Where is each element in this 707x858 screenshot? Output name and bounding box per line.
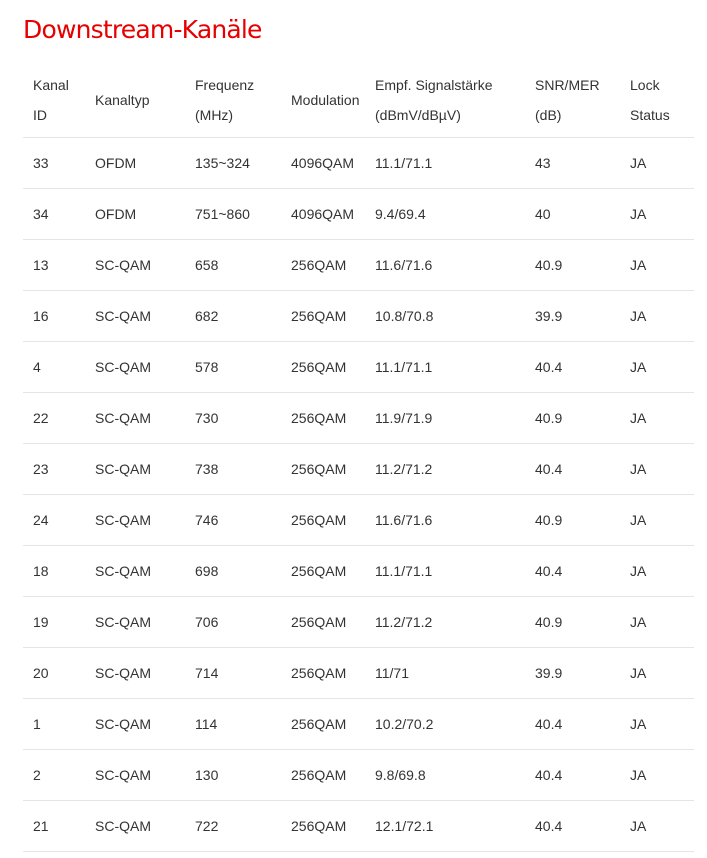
cell-signal-strength: 11/71 (365, 648, 525, 699)
cell-modulation: 256QAM (281, 342, 365, 393)
cell-snr-mer: 40.4 (525, 546, 620, 597)
cell-channel-id: 22 (23, 393, 85, 444)
cell-signal-strength: 11.1/71.1 (365, 138, 525, 189)
cell-channel-id: 13 (23, 240, 85, 291)
downstream-channels-table (23, 62, 694, 852)
cell-lock-status: JA (620, 393, 694, 444)
cell-snr-mer: 40.9 (525, 597, 620, 648)
table-row (23, 546, 694, 597)
table-row (23, 597, 694, 648)
table-row (23, 189, 694, 240)
table-row (23, 648, 694, 699)
page-title: Downstream-Kanäle (23, 15, 262, 44)
cell-channel-type: SC-QAM (85, 546, 185, 597)
cell-channel-type: SC-QAM (85, 393, 185, 444)
cell-channel-type: OFDM (85, 138, 185, 189)
table-row (23, 801, 694, 852)
table-header (23, 62, 694, 138)
column-header-line: Kanaltyp (95, 91, 150, 108)
cell-lock-status: JA (620, 699, 694, 750)
cell-channel-id: 16 (23, 291, 85, 342)
cell-snr-mer: 40.9 (525, 393, 620, 444)
cell-channel-type: SC-QAM (85, 801, 185, 852)
cell-frequency: 682 (185, 291, 281, 342)
cell-channel-type: SC-QAM (85, 444, 185, 495)
cell-lock-status: JA (620, 750, 694, 801)
cell-signal-strength: 11.6/71.6 (365, 495, 525, 546)
cell-frequency: 658 (185, 240, 281, 291)
column-header-line: (dBmV/dBµV) (375, 106, 461, 123)
column-header-line: Lock (630, 76, 660, 93)
cell-channel-type: SC-QAM (85, 240, 185, 291)
cell-signal-strength: 11.1/71.1 (365, 342, 525, 393)
cell-snr-mer: 43 (525, 138, 620, 189)
table-row (23, 699, 694, 750)
cell-frequency: 578 (185, 342, 281, 393)
cell-snr-mer: 40.4 (525, 444, 620, 495)
cell-channel-id: 33 (23, 138, 85, 189)
cell-lock-status: JA (620, 597, 694, 648)
cell-frequency: 706 (185, 597, 281, 648)
cell-channel-id: 4 (23, 342, 85, 393)
cell-snr-mer: 40.4 (525, 801, 620, 852)
table-body (23, 138, 694, 852)
cell-lock-status: JA (620, 648, 694, 699)
cell-channel-id: 2 (23, 750, 85, 801)
cell-channel-id: 18 (23, 546, 85, 597)
cell-signal-strength: 11.2/71.2 (365, 444, 525, 495)
column-header-line: Modulation (291, 91, 360, 108)
table-row (23, 495, 694, 546)
column-header-line: Status (630, 106, 670, 123)
cell-lock-status: JA (620, 240, 694, 291)
table-row (23, 393, 694, 444)
cell-snr-mer: 40.9 (525, 495, 620, 546)
table-row (23, 138, 694, 189)
cell-frequency: 698 (185, 546, 281, 597)
cell-modulation: 4096QAM (281, 138, 365, 189)
cell-channel-type: SC-QAM (85, 291, 185, 342)
cell-channel-id: 23 (23, 444, 85, 495)
cell-frequency: 722 (185, 801, 281, 852)
cell-modulation: 256QAM (281, 291, 365, 342)
cell-snr-mer: 40.9 (525, 240, 620, 291)
cell-frequency: 714 (185, 648, 281, 699)
cell-frequency: 751~860 (185, 189, 281, 240)
cell-modulation: 256QAM (281, 444, 365, 495)
cell-lock-status: JA (620, 138, 694, 189)
table-row (23, 444, 694, 495)
column-header-channel-type (85, 62, 185, 138)
cell-snr-mer: 40.4 (525, 699, 620, 750)
cell-channel-type: SC-QAM (85, 597, 185, 648)
cell-channel-type: SC-QAM (85, 495, 185, 546)
column-header-line: ID (33, 106, 47, 123)
cell-channel-type: SC-QAM (85, 750, 185, 801)
cell-signal-strength: 11.2/71.2 (365, 597, 525, 648)
column-header-lock-status (620, 62, 694, 138)
cell-modulation: 256QAM (281, 495, 365, 546)
cell-modulation: 256QAM (281, 801, 365, 852)
cell-modulation: 4096QAM (281, 189, 365, 240)
cell-signal-strength: 9.4/69.4 (365, 189, 525, 240)
table-row (23, 291, 694, 342)
column-header-modulation (281, 62, 365, 138)
cell-snr-mer: 40.4 (525, 342, 620, 393)
cell-channel-id: 21 (23, 801, 85, 852)
column-header-line: (MHz) (195, 106, 234, 123)
cell-signal-strength: 11.1/71.1 (365, 546, 525, 597)
column-header-line: Frequenz (195, 76, 255, 93)
column-header-line: (dB) (535, 106, 562, 123)
cell-modulation: 256QAM (281, 648, 365, 699)
cell-frequency: 730 (185, 393, 281, 444)
column-header-line: Kanal (33, 76, 69, 93)
cell-lock-status: JA (620, 189, 694, 240)
cell-signal-strength: 12.1/72.1 (365, 801, 525, 852)
header-row (23, 62, 694, 138)
cell-frequency: 135~324 (185, 138, 281, 189)
column-header-snr-mer (525, 62, 620, 138)
cell-signal-strength: 11.6/71.6 (365, 240, 525, 291)
cell-modulation: 256QAM (281, 546, 365, 597)
cell-frequency: 114 (185, 699, 281, 750)
cell-frequency: 130 (185, 750, 281, 801)
table-row (23, 342, 694, 393)
cell-snr-mer: 40.4 (525, 750, 620, 801)
cell-channel-id: 24 (23, 495, 85, 546)
cell-lock-status: JA (620, 546, 694, 597)
cell-channel-type: SC-QAM (85, 699, 185, 750)
cell-channel-id: 1 (23, 699, 85, 750)
cell-modulation: 256QAM (281, 699, 365, 750)
cell-lock-status: JA (620, 801, 694, 852)
column-header-channel-id (23, 62, 85, 138)
column-header-line: Empf. Signalstärke (375, 76, 493, 93)
table-row (23, 750, 694, 801)
cell-frequency: 746 (185, 495, 281, 546)
cell-snr-mer: 39.9 (525, 648, 620, 699)
cell-modulation: 256QAM (281, 240, 365, 291)
column-header-frequency (185, 62, 281, 138)
cell-snr-mer: 39.9 (525, 291, 620, 342)
cell-signal-strength: 9.8/69.8 (365, 750, 525, 801)
cell-lock-status: JA (620, 444, 694, 495)
cell-modulation: 256QAM (281, 597, 365, 648)
cell-frequency: 738 (185, 444, 281, 495)
cell-signal-strength: 10.8/70.8 (365, 291, 525, 342)
cell-lock-status: JA (620, 495, 694, 546)
cell-signal-strength: 11.9/71.9 (365, 393, 525, 444)
table-row (23, 240, 694, 291)
cell-channel-id: 34 (23, 189, 85, 240)
column-header-line: SNR/MER (535, 76, 600, 93)
cell-channel-id: 19 (23, 597, 85, 648)
cell-signal-strength: 10.2/70.2 (365, 699, 525, 750)
column-header-signal-strength (365, 62, 525, 138)
cell-channel-type: SC-QAM (85, 342, 185, 393)
cell-modulation: 256QAM (281, 393, 365, 444)
cell-channel-id: 20 (23, 648, 85, 699)
cell-modulation: 256QAM (281, 750, 365, 801)
cell-channel-type: SC-QAM (85, 648, 185, 699)
cell-lock-status: JA (620, 342, 694, 393)
cell-channel-type: OFDM (85, 189, 185, 240)
cell-snr-mer: 40 (525, 189, 620, 240)
cell-lock-status: JA (620, 291, 694, 342)
